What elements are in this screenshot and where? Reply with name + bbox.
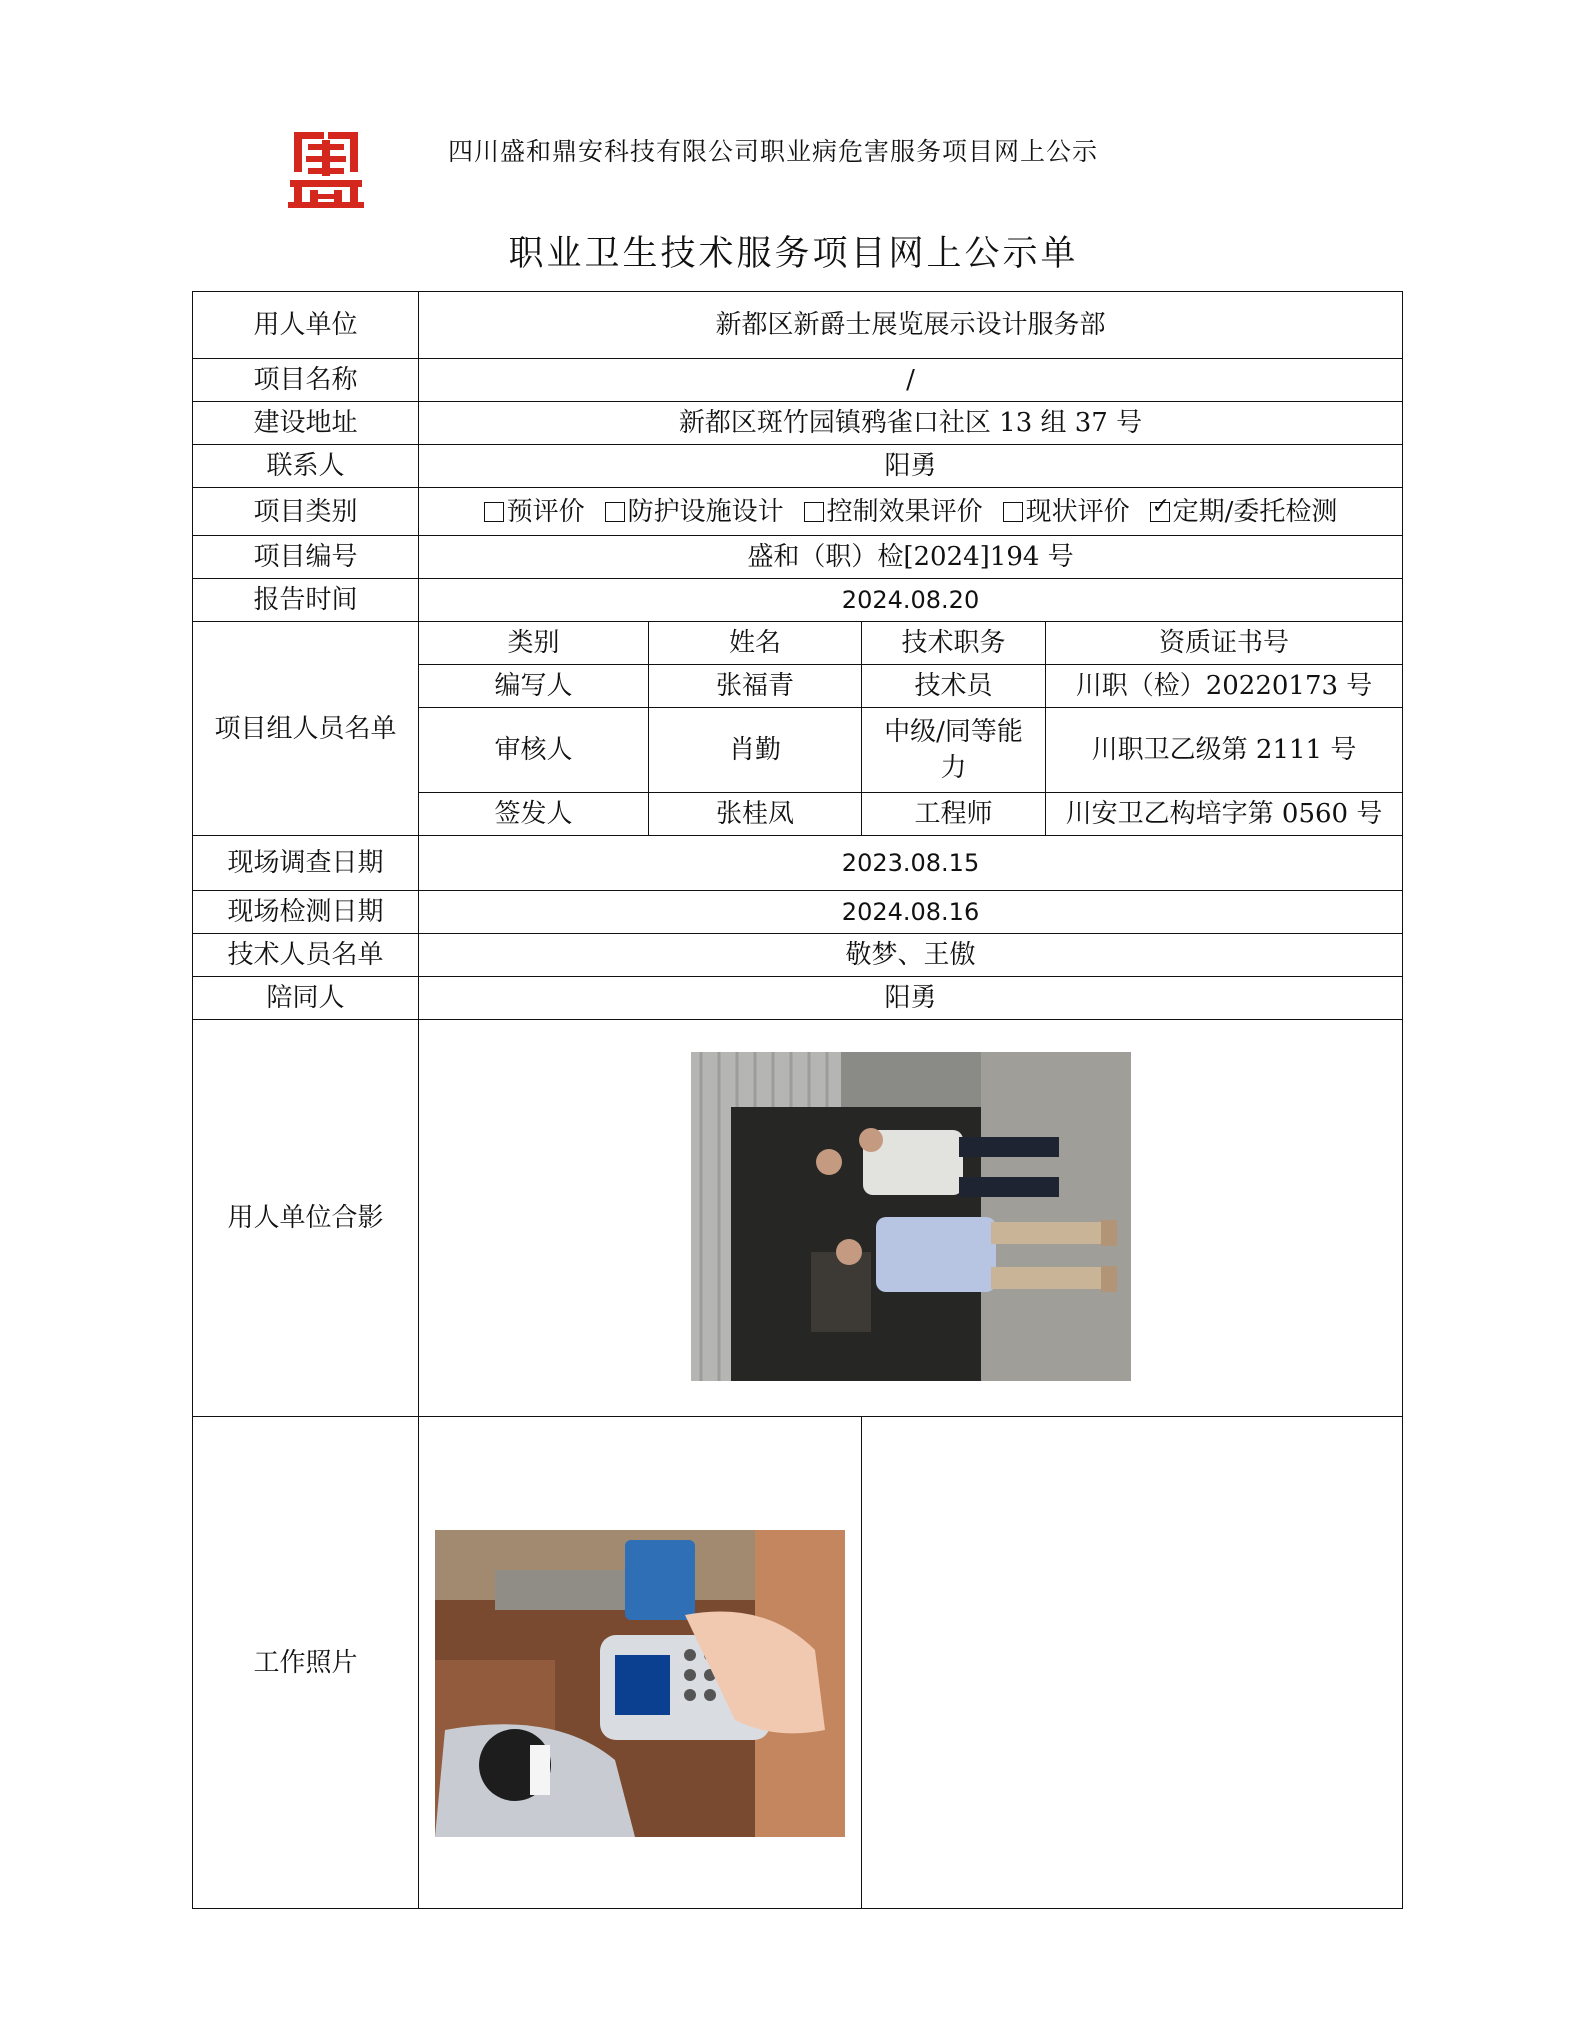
member-title: 工程师 (862, 793, 1046, 836)
team-header-cert: 资质证书号 (1046, 622, 1403, 665)
member-role: 编写人 (419, 665, 649, 708)
row-survey-date (193, 836, 1403, 891)
row-category (193, 488, 1403, 536)
report-time-label: 报告时间 (193, 579, 419, 622)
accompany-label: 陪同人 (193, 977, 419, 1020)
category-option-control-effect[interactable]: 控制效果评价 (804, 497, 983, 527)
row-employer (193, 292, 1403, 359)
row-report-time (193, 579, 1403, 622)
category-options (419, 488, 1403, 536)
page-title: 职业卫生技术服务项目网上公示单 (508, 234, 1079, 274)
team-header-title: 技术职务 (862, 622, 1046, 665)
team-header-row (193, 622, 1403, 665)
survey-date-value: 2023.08.15 (419, 836, 1403, 891)
work-photos-label: 工作照片 (193, 1417, 419, 1909)
row-technicians (193, 934, 1403, 977)
member-cert: 川安卫乙构培字第 0560 号 (1046, 793, 1403, 836)
category-label: 项目类别 (193, 488, 419, 536)
work-photo-image (435, 1530, 845, 1837)
checkbox-icon (1003, 502, 1023, 522)
checkbox-icon (484, 502, 504, 522)
technicians-value: 敬梦、王傲 (419, 934, 1403, 977)
row-work-photos (193, 1417, 1403, 1909)
member-name: 肖勤 (649, 708, 862, 793)
technicians-label: 技术人员名单 (193, 934, 419, 977)
address-label: 建设地址 (193, 402, 419, 445)
row-accompany (193, 977, 1403, 1020)
work-photo-cell (419, 1417, 862, 1909)
publicity-form (192, 291, 1403, 1909)
survey-date-label: 现场调查日期 (193, 836, 419, 891)
member-cert: 川职（检）20220173 号 (1046, 665, 1403, 708)
employer-value: 新都区新爵士展览展示设计服务部 (419, 292, 1403, 359)
report-time-value: 2024.08.20 (419, 579, 1403, 622)
category-option-periodic-test[interactable]: ✓ 定期/委托检测 (1150, 497, 1338, 527)
member-title: 中级/同等能力 (862, 708, 1046, 793)
contact-label: 联系人 (193, 445, 419, 488)
member-name: 张福青 (649, 665, 862, 708)
project-no-value: 盛和（职）检[2024]194 号 (419, 536, 1403, 579)
work-photo-empty-cell (862, 1417, 1403, 1909)
test-date-value: 2024.08.16 (419, 891, 1403, 934)
project-no-label: 项目编号 (193, 536, 419, 579)
group-photo-image (691, 1052, 1131, 1381)
row-contact (193, 445, 1403, 488)
row-group-photo (193, 1020, 1403, 1417)
test-date-label: 现场检测日期 (193, 891, 419, 934)
contact-value: 阳勇 (419, 445, 1403, 488)
address-value: 新都区斑竹园镇鸦雀口社区 13 组 37 号 (419, 402, 1403, 445)
row-project-no (193, 536, 1403, 579)
member-cert: 川职卫乙级第 2111 号 (1046, 708, 1403, 793)
category-option-pre-assessment[interactable]: 预评价 (484, 497, 585, 527)
company-logo (288, 128, 364, 208)
project-name-value: / (419, 359, 1403, 402)
team-header-name: 姓名 (649, 622, 862, 665)
team-label: 项目组人员名单 (193, 622, 419, 836)
row-address (193, 402, 1403, 445)
group-photo-label: 用人单位合影 (193, 1020, 419, 1417)
checkbox-checked-icon (1150, 502, 1170, 522)
member-title: 技术员 (862, 665, 1046, 708)
row-project-name (193, 359, 1403, 402)
team-header-role: 类别 (419, 622, 649, 665)
category-option-protection-design[interactable]: 防护设施设计 (605, 497, 784, 527)
accompany-value: 阳勇 (419, 977, 1403, 1020)
checkbox-icon (605, 502, 625, 522)
group-photo-cell (419, 1020, 1403, 1417)
checkbox-icon (804, 502, 824, 522)
category-option-status-assessment[interactable]: 现状评价 (1003, 497, 1130, 527)
company-header: 四川盛和鼎安科技有限公司职业病危害服务项目网上公示 (448, 137, 1099, 166)
member-role: 审核人 (419, 708, 649, 793)
member-role: 签发人 (419, 793, 649, 836)
row-test-date (193, 891, 1403, 934)
member-name: 张桂凤 (649, 793, 862, 836)
employer-label: 用人单位 (193, 292, 419, 359)
project-name-label: 项目名称 (193, 359, 419, 402)
